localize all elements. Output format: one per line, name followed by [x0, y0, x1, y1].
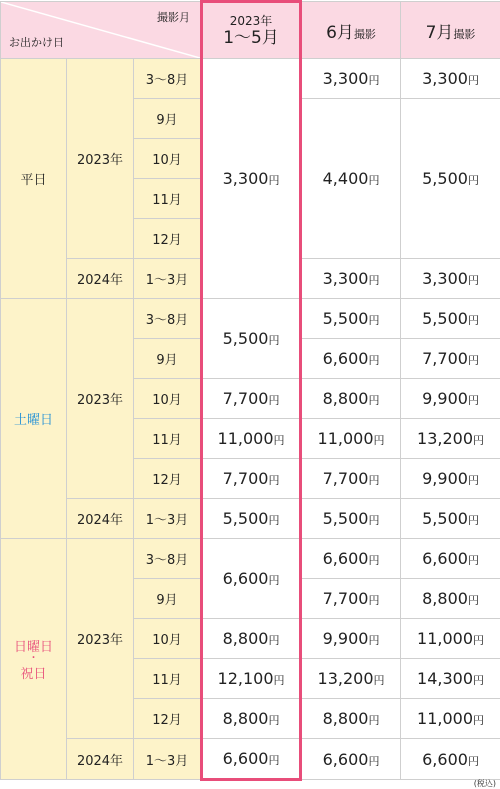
price-value: 11,000 [417, 629, 474, 648]
price-cell [401, 339, 500, 379]
price-value: 14,300 [417, 669, 474, 688]
price-value: 7,700 [322, 589, 369, 608]
yen-unit: 円 [467, 514, 479, 527]
header-col-june [301, 2, 401, 59]
yen-unit: 円 [467, 74, 479, 87]
table-row [1, 739, 500, 780]
month-label: 1〜3月 [134, 499, 202, 539]
yen-unit: 円 [268, 754, 280, 767]
price-cell [202, 379, 301, 419]
yen-unit: 円 [273, 674, 285, 687]
price-cell [301, 299, 401, 339]
table-row [1, 539, 500, 579]
year-label: 2023年 [67, 539, 134, 739]
yen-unit: 円 [368, 74, 380, 87]
price-cell [301, 699, 401, 739]
category-saturday: 土曜日 [1, 299, 67, 539]
header-col2-suffix: 撮影 [353, 27, 376, 41]
month-label: 9月 [134, 579, 202, 619]
yen-unit: 円 [273, 434, 285, 447]
price-value: 11,000 [317, 429, 374, 448]
price-cell [202, 499, 301, 539]
price-value: 3,300 [422, 269, 468, 288]
header-col3-suffix: 撮影 [453, 27, 476, 41]
corner-label-visit-day: お出かけ日 [9, 36, 64, 49]
yen-unit: 円 [373, 674, 385, 687]
month-label: 11月 [134, 419, 202, 459]
price-cell [202, 59, 301, 299]
price-value: 5,500 [222, 329, 269, 348]
price-value: 7,700 [422, 349, 468, 368]
price-value: 11,000 [217, 429, 274, 448]
yen-unit: 円 [368, 514, 380, 527]
price-cell [202, 659, 301, 699]
price-cell [202, 459, 301, 499]
price-value: 3,300 [422, 69, 468, 88]
price-cell [301, 619, 401, 659]
price-cell [401, 659, 500, 699]
month-label: 11月 [134, 659, 202, 699]
price-cell [401, 99, 500, 259]
price-cell [401, 499, 500, 539]
yen-unit: 円 [368, 554, 380, 567]
price-value: 9,900 [422, 469, 468, 488]
yen-unit: 円 [368, 474, 380, 487]
month-label: 12月 [134, 459, 202, 499]
year-label: 2024年 [67, 739, 134, 780]
yen-unit: 円 [268, 474, 280, 487]
month-label: 10月 [134, 139, 202, 179]
category-holiday-line2: 祝日 [20, 667, 47, 682]
price-value: 7,700 [322, 469, 369, 488]
price-value: 5,500 [322, 309, 369, 328]
price-cell [301, 99, 401, 259]
yen-unit: 円 [368, 274, 380, 287]
yen-unit: 円 [467, 174, 479, 187]
price-cell [401, 619, 500, 659]
yen-unit: 円 [268, 574, 280, 587]
yen-unit: 円 [368, 394, 380, 407]
year-label: 2023年 [67, 299, 134, 499]
price-cell [301, 259, 401, 299]
yen-unit: 円 [368, 634, 380, 647]
yen-unit: 円 [473, 634, 485, 647]
price-cell [401, 59, 500, 99]
yen-unit: 円 [467, 394, 479, 407]
month-label: 3〜8月 [134, 539, 202, 579]
price-value: 6,600 [322, 349, 369, 368]
yen-unit: 円 [473, 714, 485, 727]
yen-unit: 円 [268, 174, 280, 187]
price-cell [401, 379, 500, 419]
table-row [1, 299, 500, 339]
month-label: 9月 [134, 339, 202, 379]
price-cell [202, 299, 301, 379]
price-cell [301, 379, 401, 419]
yen-unit: 円 [268, 334, 280, 347]
price-value: 3,300 [222, 169, 269, 188]
corner-label-shooting-month: 撮影月 [157, 11, 191, 24]
month-label: 1〜3月 [134, 739, 202, 780]
price-cell [401, 579, 500, 619]
price-value: 6,600 [222, 749, 269, 768]
price-cell [202, 539, 301, 619]
price-cell [301, 739, 401, 780]
year-label: 2024年 [67, 259, 134, 299]
yen-unit: 円 [368, 354, 380, 367]
price-value: 11,000 [417, 709, 474, 728]
yen-unit: 円 [268, 714, 280, 727]
price-value: 7,700 [222, 389, 269, 408]
price-value: 9,900 [422, 389, 468, 408]
price-cell [301, 459, 401, 499]
month-label: 10月 [134, 619, 202, 659]
price-value: 6,600 [222, 569, 269, 588]
header-col-2023-jan-may [202, 2, 301, 59]
price-value: 13,200 [417, 429, 474, 448]
price-value: 8,800 [322, 709, 369, 728]
price-value: 8,800 [422, 589, 468, 608]
price-cell [301, 539, 401, 579]
price-value: 6,600 [422, 549, 468, 568]
price-value: 6,600 [322, 549, 369, 568]
month-label: 12月 [134, 699, 202, 739]
yen-unit: 円 [473, 674, 485, 687]
yen-unit: 円 [473, 434, 485, 447]
year-label: 2023年 [67, 59, 134, 259]
header-corner [1, 2, 202, 59]
price-cell [301, 659, 401, 699]
yen-unit: 円 [368, 314, 380, 327]
yen-unit: 円 [373, 434, 385, 447]
price-value: 3,300 [322, 269, 369, 288]
yen-unit: 円 [467, 474, 479, 487]
yen-unit: 円 [467, 554, 479, 567]
header-col1-range: 1〜5月 [223, 27, 279, 48]
category-weekday: 平日 [1, 59, 67, 299]
price-cell [202, 739, 301, 780]
price-cell [301, 339, 401, 379]
header-col1-year: 2023年 [229, 13, 273, 28]
price-value: 6,600 [322, 749, 369, 769]
price-value: 5,500 [422, 509, 468, 528]
yen-unit: 円 [368, 714, 380, 727]
price-cell [401, 299, 500, 339]
header-row [1, 2, 500, 59]
category-holiday-dot: ・ [28, 653, 39, 664]
price-cell [301, 419, 401, 459]
price-cell [401, 259, 500, 299]
yen-unit: 円 [467, 274, 479, 287]
price-value: 4,400 [322, 169, 369, 188]
price-value: 13,200 [317, 669, 374, 688]
price-cell [202, 419, 301, 459]
price-value: 5,500 [222, 509, 269, 528]
price-value: 9,900 [322, 629, 369, 648]
price-value: 8,800 [222, 709, 269, 728]
yen-unit: 円 [368, 174, 380, 187]
price-cell [301, 499, 401, 539]
price-value: 5,500 [422, 309, 468, 328]
price-value: 3,300 [322, 69, 369, 88]
yen-unit: 円 [268, 634, 280, 647]
price-value: 5,500 [322, 509, 369, 528]
tax-included-note: (税込) [473, 779, 496, 788]
yen-unit: 円 [268, 514, 280, 527]
price-cell [301, 59, 401, 99]
table-row [1, 499, 500, 539]
price-cell [401, 419, 500, 459]
category-sunday-holiday [1, 539, 67, 780]
price-cell [401, 739, 500, 780]
month-label: 3〜8月 [134, 299, 202, 339]
price-value: 6,600 [422, 749, 468, 769]
year-label: 2024年 [67, 499, 134, 539]
yen-unit: 円 [467, 354, 479, 367]
price-value: 12,100 [217, 669, 274, 688]
month-label: 1〜3月 [134, 259, 202, 299]
month-label: 10月 [134, 379, 202, 419]
month-label: 12月 [134, 219, 202, 259]
price-cell [401, 539, 500, 579]
yen-unit: 円 [467, 594, 479, 607]
header-col2-month: 6月 [326, 22, 354, 43]
price-cell [301, 579, 401, 619]
price-value: 5,500 [422, 169, 468, 188]
yen-unit: 円 [467, 754, 479, 768]
month-label: 9月 [134, 99, 202, 139]
yen-unit: 円 [268, 394, 280, 407]
price-cell [401, 459, 500, 499]
category-holiday-line1: 日曜日 [13, 640, 53, 655]
header-col-july [401, 2, 500, 59]
price-cell [202, 619, 301, 659]
price-value: 7,700 [222, 469, 269, 488]
yen-unit: 円 [467, 314, 479, 327]
price-value: 8,800 [322, 389, 369, 408]
yen-unit: 円 [368, 754, 380, 768]
price-value: 8,800 [222, 629, 269, 648]
price-cell [401, 699, 500, 739]
price-cell [202, 699, 301, 739]
table-row [1, 59, 500, 99]
month-label: 3〜8月 [134, 59, 202, 99]
header-col3-month: 7月 [425, 22, 454, 43]
month-label: 11月 [134, 179, 202, 219]
yen-unit: 円 [368, 594, 380, 607]
